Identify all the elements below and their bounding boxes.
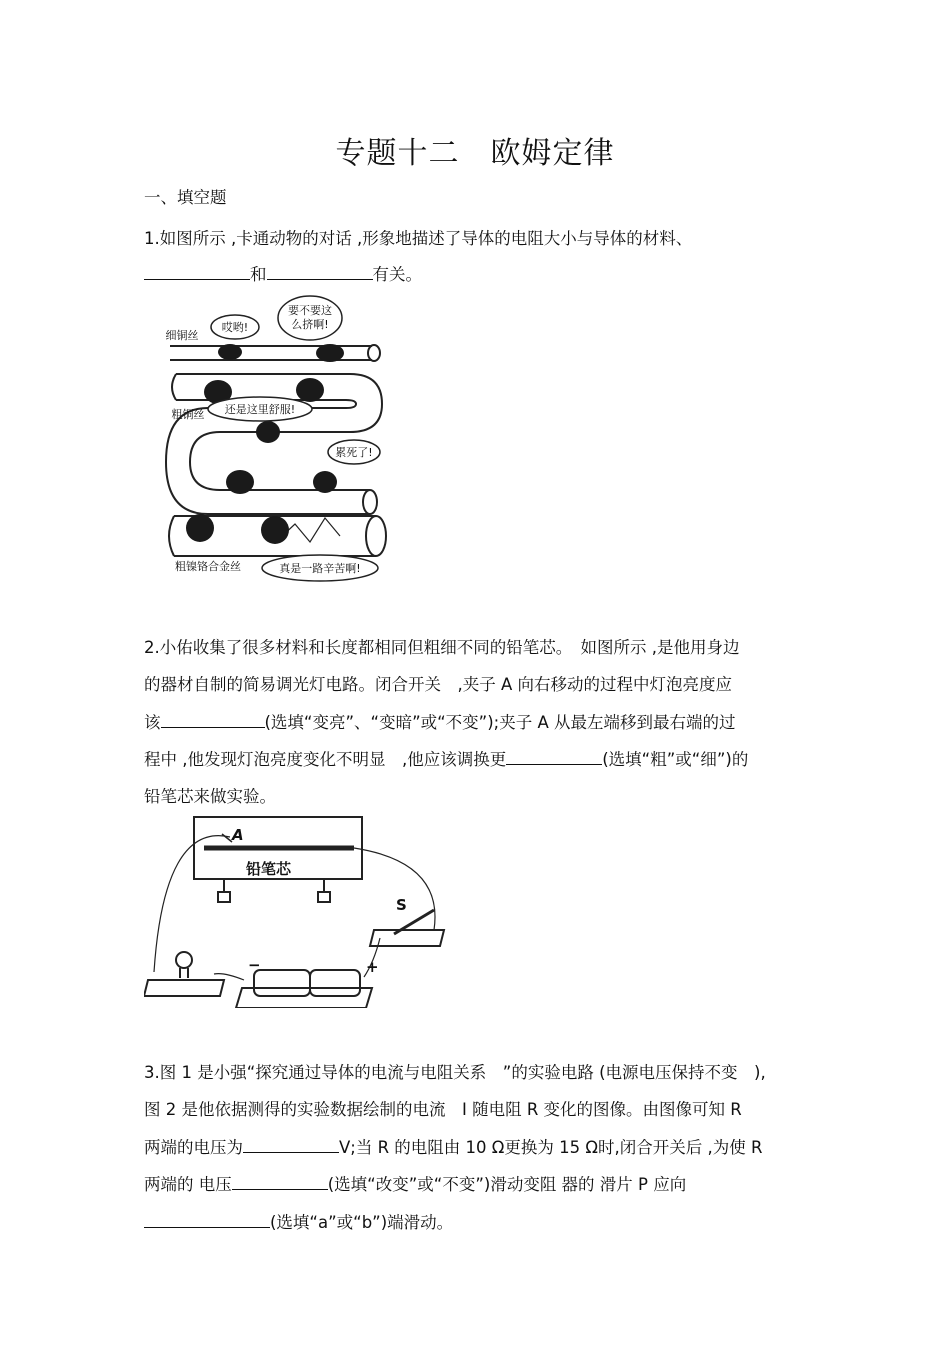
answer-blank[interactable]	[144, 1211, 270, 1228]
bubble-text: 要不要这	[288, 304, 332, 317]
label-nichrome: 粗镍铬合金丝	[175, 560, 241, 573]
answer-blank[interactable]	[243, 1136, 339, 1153]
q2-line-4	[144, 748, 748, 771]
battery-plus-label: +	[366, 958, 379, 976]
q1-line-1: 1.如图所示 ,卡通动物的对话 ,形象地描述了导体的电阻大小与导体的材料、	[144, 229, 693, 248]
q3-text: 两端的电压为	[144, 1138, 243, 1157]
section-heading: 一、填空题	[144, 188, 227, 207]
q1-line-2	[144, 263, 422, 286]
q3-line-4	[144, 1173, 686, 1196]
bubble-text: 累死了!	[335, 446, 373, 459]
q2-line-1: 2.小佑收集了很多材料和长度都相同但粗细不同的铅笔芯。 如图所示 ,是他用身边	[144, 638, 740, 657]
answer-blank[interactable]	[506, 748, 602, 765]
q3-line-5	[144, 1211, 453, 1234]
switch-label: S	[396, 896, 407, 914]
q2-text: 程中 ,他发现灯泡亮度变化不明显 ,他应该调换更	[144, 750, 507, 769]
q2-line-3	[144, 711, 736, 734]
label-thick-copper: 粗铜丝	[171, 408, 205, 421]
answer-blank[interactable]	[161, 711, 265, 728]
bubble-text: 哎哟!	[221, 321, 249, 334]
bubble-text: 还是这里舒服!	[224, 403, 296, 416]
q2-text: 该	[144, 713, 161, 732]
q3-text: (选填“a”或“b”)端滑动。	[270, 1213, 454, 1232]
q3-text: (选填“改变”或“不变”)滑动变阻 器的 滑片 P 应向	[327, 1175, 687, 1194]
page-title: 专题十二 欧姆定律	[335, 136, 615, 171]
q2-text: (选填“变亮”、“变暗”或“不变”);夹子 A 从最左端移到最右端的过	[264, 713, 736, 732]
clip-label: A	[232, 826, 244, 844]
bubble-text: 真是一路辛苦啊!	[279, 562, 361, 575]
bubble-text: 么挤啊!	[291, 318, 329, 331]
answer-blank[interactable]	[232, 1173, 328, 1190]
pencil-lead-label: 铅笔芯	[246, 860, 292, 878]
answer-blank[interactable]	[144, 263, 250, 280]
q3-text: 两端的 电压	[144, 1175, 232, 1194]
q3-text: V;当 R 的电阻由 10 Ω更换为 15 Ω时,闭合开关后 ,为使 R	[339, 1138, 763, 1157]
q2-line-2: 的器材自制的简易调光灯电路。闭合开关 ,夹子 A 向右移动的过程中灯泡亮度应	[144, 675, 733, 694]
q3-line-1: 3.图 1 是小强“探究通过导体的电流与电阻关系 ”的实验电路 (电源电压保持不变 ),	[144, 1063, 766, 1082]
q2-text: (选填“粗”或“细”)的	[602, 750, 749, 769]
q1-join: 和	[250, 265, 267, 284]
battery-minus-label: −	[248, 956, 261, 974]
q3-line-3	[144, 1136, 762, 1159]
answer-blank[interactable]	[267, 263, 373, 280]
q3-line-2: 图 2 是他依据测得的实验数据绘制的电流 I 随电阻 R 变化的图像。由图像可知 R	[144, 1100, 742, 1119]
q1-end: 有关。	[372, 265, 422, 284]
q1-figure-wire-tunnels	[160, 292, 390, 584]
q2-line-5: 铅笔芯来做实验。	[144, 787, 276, 806]
label-thin-copper: 细铜丝	[165, 329, 199, 342]
q2-figure-dimmer-circuit	[144, 812, 464, 1008]
